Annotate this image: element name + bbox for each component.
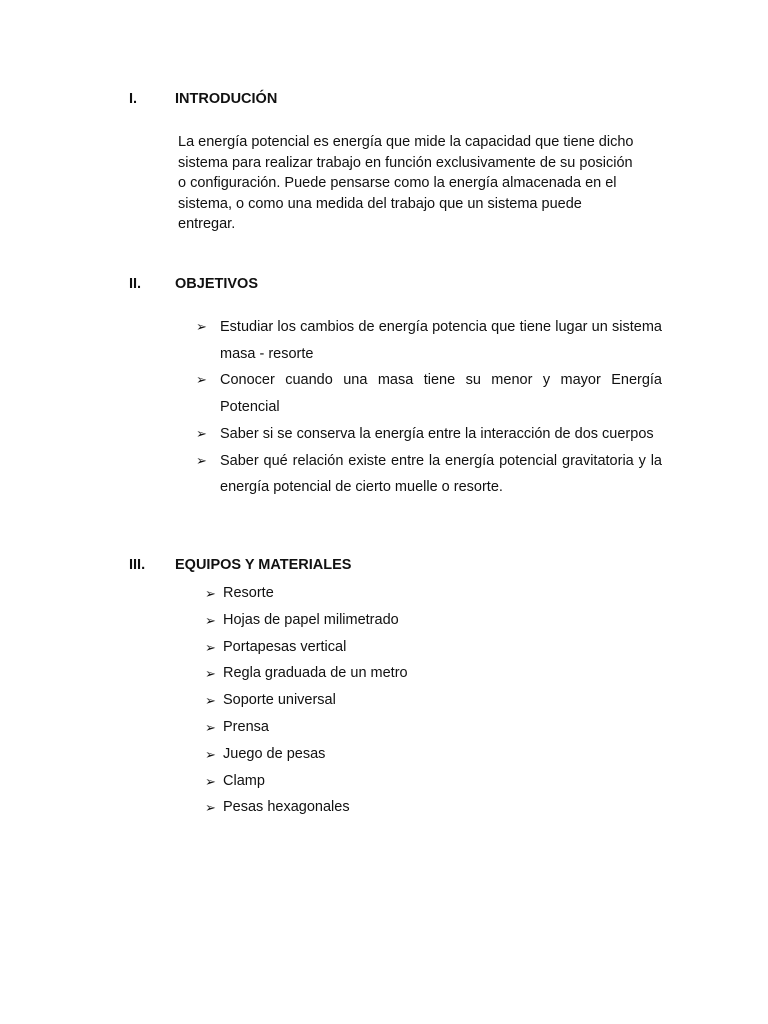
objective-item: [196, 448, 662, 501]
intro-line: entregar.: [178, 216, 236, 232]
material-item: [205, 797, 408, 824]
arrowhead-bullet-icon: ➢: [205, 612, 216, 628]
material-item: [205, 690, 408, 717]
material-item: [205, 583, 408, 610]
arrowhead-bullet-icon: ➢: [205, 746, 216, 762]
objective-text: Saber si se conserva la energía entre la interacción de dos cuerpos: [220, 425, 654, 442]
section-title-intro: INTRODUCIÓN: [175, 91, 278, 107]
objective-text: Estudiar los cambios de energía potencia que tiene lugar un sistema masa - resorte: [220, 319, 662, 362]
material-text: Pesas hexagonales: [223, 799, 350, 816]
section-title-materials: EQUIPOS Y MATERIALES: [175, 557, 352, 573]
arrowhead-bullet-icon: ➢: [205, 639, 216, 655]
section-number-objectives: II.: [129, 276, 142, 292]
material-text: Clamp: [223, 772, 265, 789]
arrowhead-bullet-icon: ➢: [205, 773, 216, 789]
material-item: [205, 771, 408, 798]
material-text: Prensa: [223, 718, 269, 735]
material-item: [205, 717, 408, 744]
section-number-intro: I.: [129, 91, 138, 107]
objective-text: Conocer cuando una masa tiene su menor y mayor Energía Potencial: [220, 372, 662, 416]
arrowhead-bullet-icon: ➢: [205, 719, 216, 735]
material-text: Regla graduada de un metro: [223, 665, 408, 682]
material-item: [205, 637, 408, 664]
objective-item: [196, 421, 662, 448]
intro-paragraph: [178, 132, 658, 235]
arrowhead-bullet-icon: ➢: [196, 372, 207, 388]
intro-line: La energía potencial es energía que mide la capacidad que tiene dicho: [178, 134, 634, 150]
material-text: Hojas de papel milimetrado: [223, 611, 399, 628]
material-text: Portapesas vertical: [223, 638, 347, 655]
objective-text: Saber qué relación existe entre la energía potencial gravitatoria y la energía potencial de cierto muelle o resorte.: [220, 452, 662, 496]
material-text: Soporte universal: [223, 692, 336, 709]
objectives-list: [196, 314, 662, 501]
material-item: [205, 610, 408, 637]
objective-item: [196, 314, 662, 367]
intro-line: sistema para realizar trabajo en función exclusivamente de su posición: [178, 154, 633, 171]
arrowhead-bullet-icon: ➢: [196, 452, 207, 468]
objective-item: [196, 367, 662, 420]
material-item: [205, 663, 408, 690]
material-text: Juego de pesas: [223, 745, 326, 762]
material-item: [205, 744, 408, 771]
section-title-objectives: OBJETIVOS: [175, 276, 258, 292]
arrowhead-bullet-icon: ➢: [196, 319, 207, 334]
arrowhead-bullet-icon: ➢: [205, 666, 216, 682]
section-number-materials: III.: [129, 557, 146, 573]
intro-line: o configuración. Puede pensarse como la energía almacenada en el: [178, 175, 617, 191]
arrowhead-bullet-icon: ➢: [205, 586, 216, 601]
arrowhead-bullet-icon: ➢: [205, 693, 216, 709]
material-text: Resorte: [223, 585, 274, 601]
arrowhead-bullet-icon: ➢: [205, 800, 216, 816]
materials-list: [205, 583, 408, 824]
intro-line: sistema, o como una medida del trabajo que un sistema puede: [178, 195, 582, 212]
arrowhead-bullet-icon: ➢: [196, 425, 207, 441]
